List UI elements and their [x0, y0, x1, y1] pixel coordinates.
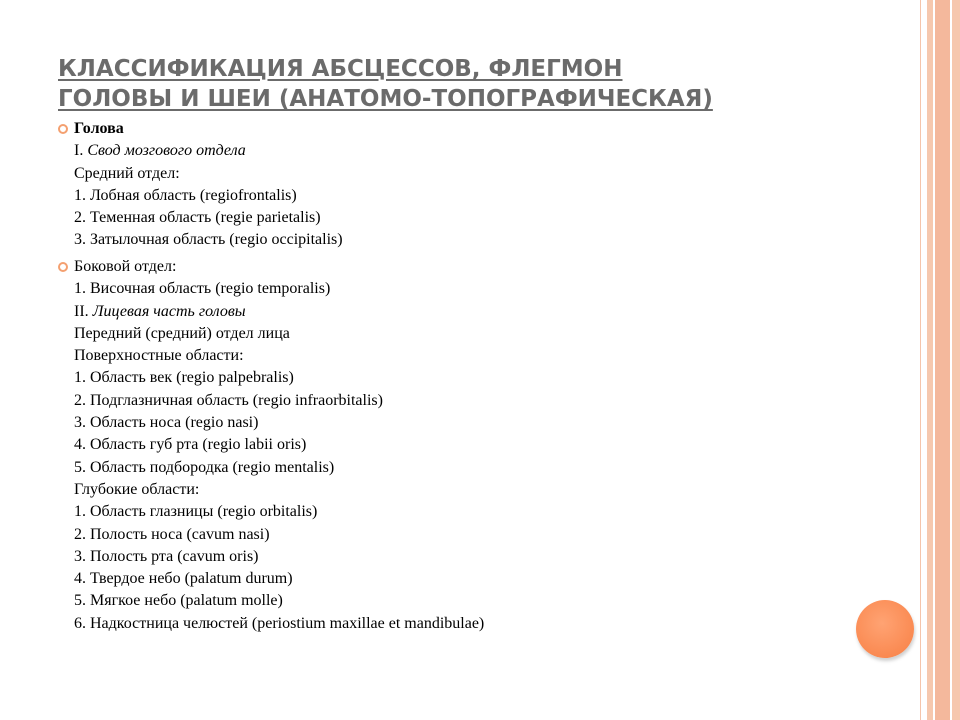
section-subtitle [74, 140, 858, 162]
list-line: 2. Теменная область (regie parietalis) [74, 209, 321, 227]
decorative-stripe-2 [935, 0, 950, 720]
list-line: 2. Подглазничная область (regio infraorbitalis) [74, 391, 383, 409]
section-name: Свод мозгового отдела [87, 142, 246, 160]
section-subtitle [74, 301, 858, 323]
list-line: Глубокие области: [74, 480, 200, 498]
list-line: 4. Твердое небо (palatum durum) [74, 570, 293, 588]
decorative-stripe-1 [927, 0, 933, 720]
slide-title-line-1: КЛАССИФИКАЦИЯ АБСЦЕССОВ, ФЛЕГМОН [58, 56, 623, 82]
list-line: 1. Область глазницы (regio orbitalis) [74, 503, 318, 521]
bullet-side-section [58, 256, 858, 635]
bullet-circle-icon [58, 124, 68, 134]
decorative-orange-circle [856, 600, 914, 658]
list-line: 3. Область носа (regio nasi) [74, 414, 259, 432]
section-number: II. [74, 302, 93, 320]
section-name: Лицевая часть головы [92, 302, 246, 320]
slide-title-line-2: ГОЛОВЫ И ШЕИ (АНАТОМО-ТОПОГРАФИЧЕСКАЯ) [58, 86, 713, 112]
list-line: 5. Область подбородка (regio mentalis) [74, 458, 335, 476]
list-line: 5. Мягкое небо (palatum molle) [74, 592, 283, 610]
list-line: 6. Надкостница челюстей (periostium maxillae et mandibulae) [74, 614, 485, 632]
list-line: Передний (средний) отдел лица [74, 324, 290, 342]
section-number: I. [74, 142, 88, 160]
bullet-circle-icon [58, 262, 68, 272]
list-line: 1. Лобная область (regiofrontalis) [74, 186, 297, 204]
list-line: Средний отдел: [74, 164, 180, 182]
list-line: Боковой отдел: [74, 258, 177, 275]
decorative-stripe-3 [952, 0, 960, 720]
list-line: 1. Височная область (regio temporalis) [74, 280, 331, 298]
slide-title [58, 54, 908, 114]
list-line: 2. Полость носа (cavum nasi) [74, 525, 270, 543]
list-line: 1. Область век (regio palpebralis) [74, 369, 294, 387]
decorative-border-line [920, 0, 921, 720]
list-line: 4. Область губ рта (regio labii oris) [74, 436, 307, 454]
list-line: 3. Полость рта (cavum oris) [74, 547, 259, 565]
section-heading: Голова [74, 120, 124, 137]
list-line: 3. Затылочная область (regio occipitalis) [74, 231, 343, 249]
list-line: Поверхностные области: [74, 347, 244, 365]
bullet-head-section [58, 118, 858, 252]
